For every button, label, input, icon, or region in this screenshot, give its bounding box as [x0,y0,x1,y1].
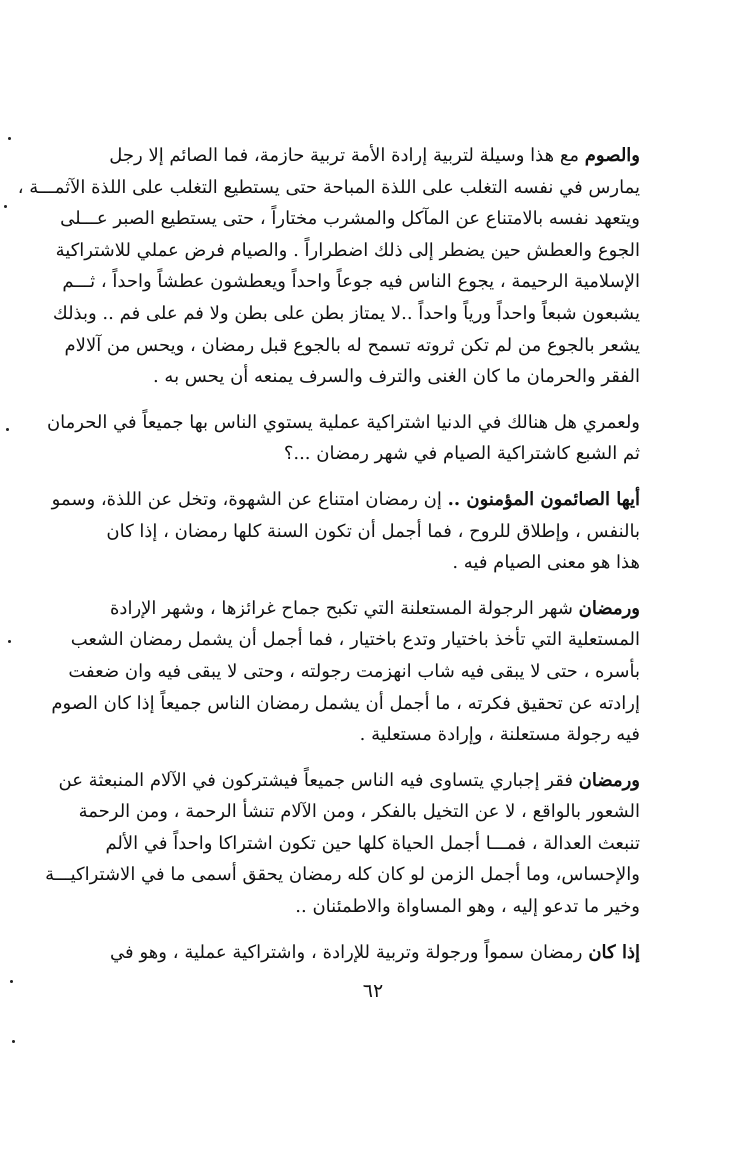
text-line: بالنفس ، وإطلاق للروح ، فما أجمل أن تكون السنة كلها رمضان ، إذا كان [106,520,640,542]
paragraph [51,484,640,579]
margin-speck [8,137,11,140]
text-line: والإحساس، وما أجمل الزمن لو كان كله رمضان يحقق أسمى ما في الاشتراكيـــة [45,864,640,886]
text-line: ثم الشبع كاشتراكية الصيام في شهر رمضان ...؟ [283,443,640,465]
text-line: بأسره ، حتى لا يبقى فيه شاب انهزمت رجولته ، وحتى لا يبقى فيه وان ضعفت [68,660,640,682]
text-line: فيه رجولة مستعلنة ، وإرادة مستعلية . [359,724,640,746]
text-line: إذا كان رمضان سمواً ورجولة وتربية للإرادة ، واشتراكية عملية ، وهو في [110,941,640,963]
text-line: وخير ما تدعو إليه ، وهو المساواة والاطمئنان .. [295,896,640,918]
text-line: يشعر بالجوع من لم تكن ثروته تسمح له بالجوع قبل رمضان ، ويحس من آلالام [64,334,640,356]
text-line: ورمضان فقر إجباري يتساوى فيه الناس جميعاً فيشتركون في الآلام المنبعثة عن [58,769,640,791]
lead-word: أيها الصائمون المؤمنون .. [447,488,640,510]
text-line: ورمضان شهر الرجولة المستعلنة التي تكبح جماح غرائزها ، وشهر الإرادة [110,597,640,619]
text-line: الفقر والحرمان ما كان الغنى والترف والسرف يمنعه أن يحس به . [152,366,640,388]
text-line: تنبعث العدالة ، فمـــا أجمل الحياة كلها حين تكون اشتراكا واحداً في الألم [105,832,640,854]
paragraph [46,407,640,470]
text-line: إرادته عن تحقيق فكرته ، ما أجمل أن يشمل رمضان الناس جميعاً إذا كان الصوم [51,692,640,714]
margin-speck [8,640,11,643]
page-number: ٦٢ [362,980,384,1002]
lead-word: والصوم [584,145,640,166]
text-line: ويتعهد نفسه بالامتناع عن المآكل والمشرب مختاراً ، حتى يستطيع الصبر عـــلى [60,208,640,230]
lead-word: ورمضان [578,597,640,619]
lead-word: ورمضان [578,769,640,791]
margin-speck [6,428,9,431]
text-line: يشبعون شبعاً واحداً ورياً واحداً ..لا يمتاز بطن على بطن ولا فم على فم .. وبذلك [52,302,640,324]
text-line: والصوم مع هذا وسيلة لتربية إرادة الأمة تربية حازمة، فما الصائم إلا رجل [109,145,640,166]
paragraph [17,140,640,393]
paragraph [110,937,640,969]
text-line: يمارس في نفسه التغلب على اللذة المباحة حتى يستطيع التغلب على اللذة الآثمـــة ، [17,176,640,198]
lead-word: إذا كان [588,941,640,963]
text-line: الإسلامية الرحيمة ، يجوع الناس فيه جوعاً واحداً ويعطشون عطشاً واحداً ، ثـــم [62,271,640,293]
page-body [17,140,640,982]
text-line: الجوع والعطش حين يضطر إلى ذلك اضطراراً . والصيام فرض عملي للاشتراكية [55,239,640,261]
margin-speck [4,205,7,208]
text-line: المستعلية التي تأخذ باختيار وتدع باختيار ، فما أجمل أن يشمل رمضان الشعب [70,629,640,651]
paragraph [51,593,640,751]
paragraph [45,765,640,923]
text-line: هذا هو معنى الصيام فيه . [452,552,640,574]
text-line: ولعمري هل هنالك في الدنيا اشتراكية عملية يستوي الناس بها جميعاً في الحرمان [46,411,640,433]
margin-speck [12,1040,15,1043]
text-line: أيها الصائمون المؤمنون .. إن رمضان امتناع عن الشهوة، وتخل عن اللذة، وسمو [51,488,640,510]
text-line: الشعور بالواقع ، لا عن التخيل بالفكر ، ومن الآلام تنشأ الرحمة ، ومن الرحمة [78,801,640,823]
